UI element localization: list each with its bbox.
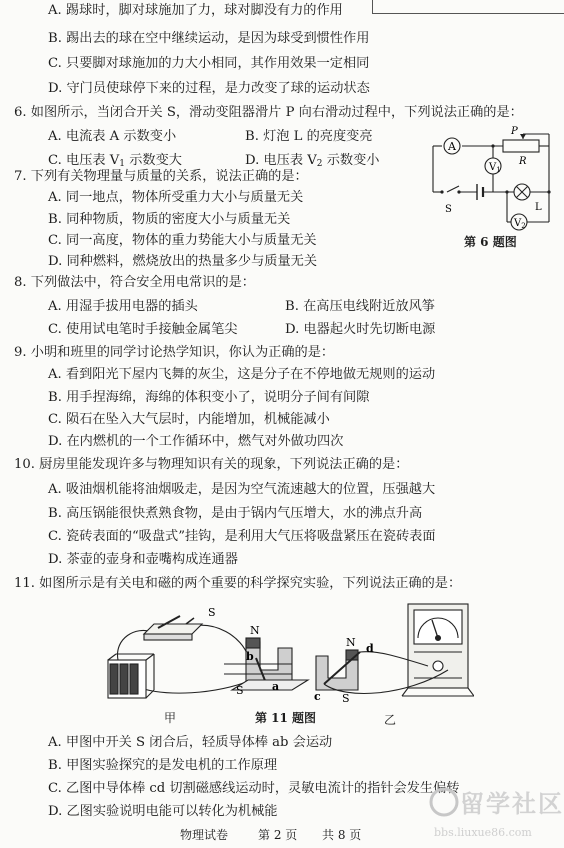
q8-option-a: A. 用湿手拔用电器的插头 (48, 299, 198, 314)
q6-figure-caption: 第 6 题图 (464, 235, 517, 249)
n-right-label: N (346, 636, 356, 649)
q7-option-b: B. 同种物质，物质的密度大小与质量无关 (48, 212, 291, 227)
q6-option-a: A. 电流表 A 示数变小 (48, 129, 177, 144)
q5-option-b: B. 踢出去的球在空中继续运动，是因为球受到惯性作用 (48, 31, 370, 46)
s-left-label: S (236, 684, 244, 697)
q7-option-c: C. 同一高度，物体的重力势能大小与质量无关 (48, 233, 317, 248)
n-left-label: N (250, 624, 260, 637)
b-label: b (246, 650, 254, 663)
q9-option-b: B. 用手捏海绵，海绵的体积变小了，说明分子间有间隙 (48, 390, 370, 405)
q11-figure-left (96, 598, 312, 710)
q7-option-d: D. 同种燃料，燃烧放出的热量多少与质量无关 (48, 254, 318, 269)
q10-option-a: A. 吸油烟机能将油烟吸走，是因为空气流速越大的位置，压强越大 (48, 482, 436, 497)
watermark-logo-text: 留学社区 (460, 789, 564, 818)
q11-figure-left-label: 甲 (164, 711, 177, 725)
watermark-logo (428, 776, 564, 848)
q6-stem: 6. 如图所示，当闭合开关 S，滑动变阻器滑片 P 向右滑动过程中，下列说法正确的是： (14, 105, 523, 120)
q9-stem: 9. 小明和班里的同学讨论热学知识，你认为正确的是： (14, 345, 335, 360)
q9-option-d: D. 在内燃机的一个工作循环中，燃气对外做功四次 (48, 434, 344, 449)
s-right-label: S (342, 692, 350, 705)
q6-circuit-figure (425, 126, 557, 250)
q10-option-c: C. 瓷砖表面的“吸盘式”挂钩，是利用大气压将吸盘紧压在瓷砖表面 (48, 529, 436, 544)
q10-option-b: B. 高压锅能很快煮熟食物，是由于锅内气压增大，水的沸点升高 (48, 506, 423, 521)
v1-label: $V_1$ (489, 162, 501, 174)
q7-option-a: A. 同一地点，物体所受重力大小与质量无关 (48, 190, 304, 205)
q11-figure-right-label: 乙 (384, 713, 397, 727)
slider-label: P (511, 126, 518, 137)
a-label: a (272, 680, 280, 693)
q10-option-d: D. 茶壶的壶身和壶嘴构成连通器 (48, 552, 238, 567)
resistor-label: R (519, 156, 527, 167)
d-label: d (366, 642, 374, 655)
q10-stem: 10. 厨房里能发现许多与物理知识有关的现象，下列说法正确的是： (14, 457, 409, 472)
watermark-url: bbs.liuxue86.com (434, 826, 532, 839)
v2-label: $V_2$ (514, 218, 526, 230)
c-label: c (314, 690, 321, 703)
q9-option-a: A. 看到阳光下屋内飞舞的灰尘，这是分子在不停地做无规则的运动 (48, 367, 436, 382)
q11-stem: 11. 如图所示是有关电和磁的两个重要的科学探究实验，下列说法正确的是： (14, 576, 462, 591)
header-box (372, 0, 564, 14)
q5-option-c: C. 只要脚对球施加的力大小相同，其作用效果一定相同 (48, 56, 370, 71)
q11-option-d: D. 乙图实验说明电能可以转化为机械能 (48, 804, 278, 819)
q7-stem: 7. 下列有关物理量与质量的关系，说法正确的是： (14, 169, 308, 184)
footer-page: 第 2 页 (258, 828, 298, 842)
q11-option-c: C. 乙图中导体棒 cd 切割磁感线运动时，灵敏电流计的指针会发生偏转 (48, 781, 460, 796)
q8-option-d: D. 电器起火时先切断电源 (285, 322, 436, 337)
q11-figure-right (306, 600, 474, 712)
footer-total: 共 8 页 (322, 828, 362, 842)
q11-option-a: A. 甲图中开关 S 闭合后，轻质导体棒 ab 会运动 (48, 735, 333, 750)
q8-option-b: B. 在高压电线附近放风筝 (285, 299, 435, 314)
ammeter-label: A (448, 140, 456, 153)
footer-subject: 物理试卷 (180, 828, 229, 842)
q6-option-d: D. 电压表 $V_2$ 示数变小 (245, 153, 380, 169)
q8-option-c: C. 使用试电笔时手接触金属笔尖 (48, 322, 238, 337)
s-switch-label: S (208, 606, 216, 619)
lamp-label: L (535, 202, 542, 213)
q5-option-d: D. 守门员使球停下来的过程，是力改变了球的运动状态 (48, 81, 370, 96)
q11-figure-caption: 第 11 题图 (255, 711, 317, 725)
q9-option-c: C. 陨石在坠入大气层时，内能增加，机械能减小 (48, 412, 330, 427)
q11-option-b: B. 甲图实验探究的是发电机的工作原理 (48, 758, 278, 773)
q5-option-a: A. 踢球时，脚对球施加了力，球对脚没有力的作用 (48, 3, 343, 18)
switch-label: S (445, 204, 452, 215)
q6-option-c: C. 电压表 $V_1$ 示数变大 (48, 153, 182, 169)
q8-stem: 8. 下列做法中，符合安全用电常识的是： (14, 275, 255, 290)
q6-option-b: B. 灯泡 L 的亮度变亮 (245, 129, 373, 144)
